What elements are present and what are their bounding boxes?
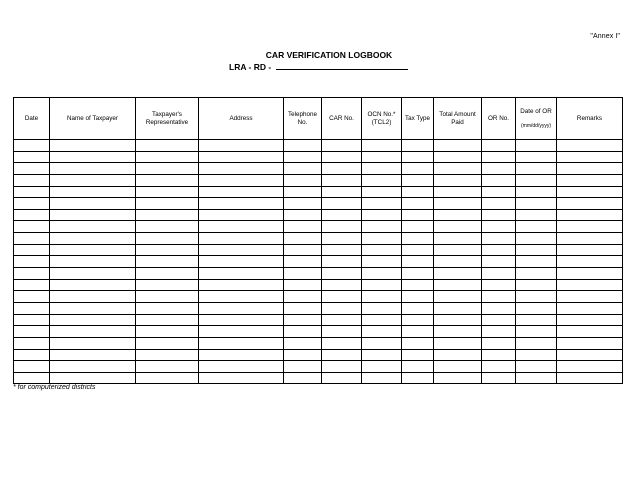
cell-telephone-no[interactable] [284,221,322,233]
cell-ocn-no[interactable] [362,268,402,280]
cell-remarks[interactable] [557,314,623,326]
cell-telephone-no[interactable] [284,163,322,175]
cell-name-of-taxpayer[interactable] [50,174,136,186]
col-header-tax-type: Tax Type [402,98,434,140]
cell-car-no[interactable] [322,291,362,303]
cell-date[interactable] [14,244,50,256]
cell-taxpayers-representative[interactable] [136,209,199,221]
cell-or-no[interactable] [482,256,516,268]
col-header-total-amount-paid: Total Amount Paid [434,98,482,140]
cell-date-of-or[interactable] [516,163,557,175]
cell-name-of-taxpayer[interactable] [50,244,136,256]
cell-taxpayers-representative[interactable] [136,349,199,361]
cell-ocn-no[interactable] [362,314,402,326]
cell-or-no[interactable] [482,209,516,221]
cell-total-amount-paid[interactable] [434,221,482,233]
cell-name-of-taxpayer[interactable] [50,256,136,268]
cell-taxpayers-representative[interactable] [136,256,199,268]
cell-or-no[interactable] [482,174,516,186]
cell-car-no[interactable] [322,349,362,361]
cell-date[interactable] [14,349,50,361]
cell-telephone-no[interactable] [284,209,322,221]
cell-date[interactable] [14,314,50,326]
cell-remarks[interactable] [557,372,623,384]
table-row [14,337,623,349]
table-row [14,140,623,152]
cell-name-of-taxpayer[interactable] [50,268,136,280]
cell-total-amount-paid[interactable] [434,361,482,373]
cell-car-no[interactable] [322,140,362,152]
cell-total-amount-paid[interactable] [434,186,482,198]
cell-address[interactable] [199,349,284,361]
cell-remarks[interactable] [557,279,623,291]
cell-ocn-no[interactable] [362,349,402,361]
cell-date-of-or[interactable] [516,198,557,210]
date-format-hint: (mm/dd/yyyy) [521,122,551,129]
cell-car-no[interactable] [322,151,362,163]
cell-address[interactable] [199,361,284,373]
lra-rd-label: LRA - RD - [229,62,274,72]
cell-date[interactable] [14,372,50,384]
cell-total-amount-paid[interactable] [434,268,482,280]
cell-ocn-no[interactable] [362,302,402,314]
cell-total-amount-paid[interactable] [434,244,482,256]
cell-date[interactable] [14,209,50,221]
cell-or-no[interactable] [482,361,516,373]
cell-remarks[interactable] [557,209,623,221]
table-row [14,268,623,280]
cell-taxpayers-representative[interactable] [136,140,199,152]
cell-tax-type[interactable] [402,186,434,198]
cell-ocn-no[interactable] [362,233,402,245]
cell-date[interactable] [14,151,50,163]
cell-date[interactable] [14,256,50,268]
cell-or-no[interactable] [482,337,516,349]
cell-name-of-taxpayer[interactable] [50,314,136,326]
cell-remarks[interactable] [557,140,623,152]
cell-taxpayers-representative[interactable] [136,268,199,280]
cell-ocn-no[interactable] [362,326,402,338]
cell-car-no[interactable] [322,198,362,210]
cell-telephone-no[interactable] [284,326,322,338]
cell-date[interactable] [14,221,50,233]
table-row [14,186,623,198]
cell-telephone-no[interactable] [284,151,322,163]
cell-name-of-taxpayer[interactable] [50,326,136,338]
cell-taxpayers-representative[interactable] [136,361,199,373]
cell-tax-type[interactable] [402,326,434,338]
cell-name-of-taxpayer[interactable] [50,163,136,175]
col-header-taxpayers-representative: Taxpayer's Representative [136,98,199,140]
cell-name-of-taxpayer[interactable] [50,279,136,291]
cell-name-of-taxpayer[interactable] [50,233,136,245]
table-row [14,198,623,210]
page-title: CAR VERIFICATION LOGBOOK [265,50,393,60]
cell-date-of-or[interactable] [516,221,557,233]
cell-car-no[interactable] [322,268,362,280]
table-row [14,314,623,326]
cell-remarks[interactable] [557,151,623,163]
cell-telephone-no[interactable] [284,302,322,314]
annex-label: "Annex I" [590,33,620,40]
cell-tax-type[interactable] [402,174,434,186]
cell-total-amount-paid[interactable] [434,140,482,152]
cell-total-amount-paid[interactable] [434,198,482,210]
cell-date[interactable] [14,291,50,303]
cell-ocn-no[interactable] [362,244,402,256]
cell-car-no[interactable] [322,279,362,291]
cell-date[interactable] [14,174,50,186]
cell-or-no[interactable] [482,221,516,233]
cell-name-of-taxpayer[interactable] [50,209,136,221]
cell-total-amount-paid[interactable] [434,233,482,245]
cell-remarks[interactable] [557,174,623,186]
cell-tax-type[interactable] [402,209,434,221]
cell-name-of-taxpayer[interactable] [50,140,136,152]
col-header-car-no: CAR No. [322,98,362,140]
cell-remarks[interactable] [557,361,623,373]
cell-total-amount-paid[interactable] [434,209,482,221]
cell-car-no[interactable] [322,186,362,198]
cell-total-amount-paid[interactable] [434,314,482,326]
cell-address[interactable] [199,326,284,338]
cell-tax-type[interactable] [402,279,434,291]
cell-telephone-no[interactable] [284,186,322,198]
cell-address[interactable] [199,209,284,221]
cell-remarks[interactable] [557,337,623,349]
col-header-name-of-taxpayer: Name of Taxpayer [50,98,136,140]
table-row [14,361,623,373]
col-header-address: Address [199,98,284,140]
cell-address[interactable] [199,337,284,349]
table-row [14,209,623,221]
cell-total-amount-paid[interactable] [434,174,482,186]
cell-name-of-taxpayer[interactable] [50,198,136,210]
cell-total-amount-paid[interactable] [434,349,482,361]
cell-date[interactable] [14,337,50,349]
cell-taxpayers-representative[interactable] [136,314,199,326]
cell-total-amount-paid[interactable] [434,326,482,338]
cell-taxpayers-representative[interactable] [136,279,199,291]
cell-date-of-or[interactable] [516,314,557,326]
cell-or-no[interactable] [482,268,516,280]
cell-date-of-or[interactable] [516,337,557,349]
cell-date[interactable] [14,140,50,152]
cell-or-no[interactable] [482,302,516,314]
col-header-date-of-or [516,98,557,140]
cell-ocn-no[interactable] [362,140,402,152]
cell-taxpayers-representative[interactable] [136,151,199,163]
cell-or-no[interactable] [482,326,516,338]
table-row [14,349,623,361]
table-row [14,256,623,268]
cell-telephone-no[interactable] [284,268,322,280]
lra-rd-line [229,62,408,72]
cell-name-of-taxpayer[interactable] [50,302,136,314]
cell-or-no[interactable] [482,198,516,210]
cell-address[interactable] [199,314,284,326]
table-row [14,221,623,233]
cell-taxpayers-representative[interactable] [136,174,199,186]
table-row [14,151,623,163]
cell-ocn-no[interactable] [362,256,402,268]
cell-date[interactable] [14,302,50,314]
cell-or-no[interactable] [482,186,516,198]
cell-remarks[interactable] [557,326,623,338]
cell-telephone-no[interactable] [284,279,322,291]
table-row [14,163,623,175]
cell-car-no[interactable] [322,326,362,338]
cell-ocn-no[interactable] [362,279,402,291]
cell-or-no[interactable] [482,233,516,245]
col-header-telephone-no: Telephone No. [284,98,322,140]
cell-tax-type[interactable] [402,268,434,280]
cell-tax-type[interactable] [402,244,434,256]
col-header-or-no: OR No. [482,98,516,140]
col-header-ocn-no: OCN No.* (TCL2) [362,98,402,140]
cell-taxpayers-representative[interactable] [136,244,199,256]
cell-address[interactable] [199,256,284,268]
cell-remarks[interactable] [557,256,623,268]
cell-or-no[interactable] [482,291,516,303]
cell-ocn-no[interactable] [362,209,402,221]
cell-total-amount-paid[interactable] [434,372,482,384]
cell-address[interactable] [199,291,284,303]
cell-total-amount-paid[interactable] [434,163,482,175]
cell-date[interactable] [14,279,50,291]
cell-address[interactable] [199,174,284,186]
cell-ocn-no[interactable] [362,221,402,233]
cell-ocn-no[interactable] [362,361,402,373]
cell-telephone-no[interactable] [284,198,322,210]
cell-remarks[interactable] [557,186,623,198]
cell-car-no[interactable] [322,337,362,349]
cell-ocn-no[interactable] [362,291,402,303]
cell-or-no[interactable] [482,372,516,384]
col-header-remarks: Remarks [557,98,623,140]
cell-car-no[interactable] [322,209,362,221]
cell-name-of-taxpayer[interactable] [50,151,136,163]
cell-date[interactable] [14,361,50,373]
cell-total-amount-paid[interactable] [434,151,482,163]
cell-remarks[interactable] [557,291,623,303]
cell-date-of-or[interactable] [516,372,557,384]
cell-date-of-or[interactable] [516,291,557,303]
cell-date-of-or[interactable] [516,302,557,314]
cell-address[interactable] [199,163,284,175]
cell-ocn-no[interactable] [362,186,402,198]
cell-car-no[interactable] [322,314,362,326]
cell-address[interactable] [199,198,284,210]
cell-ocn-no[interactable] [362,163,402,175]
cell-total-amount-paid[interactable] [434,337,482,349]
cell-taxpayers-representative[interactable] [136,326,199,338]
cell-name-of-taxpayer[interactable] [50,361,136,373]
cell-address[interactable] [199,268,284,280]
cell-taxpayers-representative[interactable] [136,221,199,233]
cell-remarks[interactable] [557,233,623,245]
table-row [14,326,623,338]
date-of-or-label: Date of OR [520,107,552,115]
cell-tax-type[interactable] [402,140,434,152]
table-row [14,279,623,291]
cell-total-amount-paid[interactable] [434,291,482,303]
cell-tax-type[interactable] [402,151,434,163]
cell-car-no[interactable] [322,221,362,233]
cell-remarks[interactable] [557,163,623,175]
cell-date[interactable] [14,186,50,198]
lra-rd-blank-line [276,62,408,70]
cell-taxpayers-representative[interactable] [136,186,199,198]
cell-address[interactable] [199,186,284,198]
cell-or-no[interactable] [482,314,516,326]
cell-date-of-or[interactable] [516,279,557,291]
cell-remarks[interactable] [557,244,623,256]
cell-telephone-no[interactable] [284,349,322,361]
cell-total-amount-paid[interactable] [434,302,482,314]
footnote: * for computerized districts [13,384,96,391]
cell-telephone-no[interactable] [284,140,322,152]
cell-remarks[interactable] [557,198,623,210]
cell-address[interactable] [199,233,284,245]
cell-address[interactable] [199,302,284,314]
cell-taxpayers-representative[interactable] [136,372,199,384]
cell-remarks[interactable] [557,302,623,314]
cell-name-of-taxpayer[interactable] [50,291,136,303]
cell-tax-type[interactable] [402,221,434,233]
cell-tax-type[interactable] [402,233,434,245]
cell-car-no[interactable] [322,361,362,373]
cell-tax-type[interactable] [402,361,434,373]
cell-tax-type[interactable] [402,337,434,349]
cell-telephone-no[interactable] [284,174,322,186]
cell-car-no[interactable] [322,244,362,256]
cell-date[interactable] [14,268,50,280]
cell-taxpayers-representative[interactable] [136,337,199,349]
cell-name-of-taxpayer[interactable] [50,221,136,233]
table-row [14,174,623,186]
cell-or-no[interactable] [482,163,516,175]
cell-date-of-or[interactable] [516,209,557,221]
cell-car-no[interactable] [322,302,362,314]
cell-taxpayers-representative[interactable] [136,291,199,303]
cell-address[interactable] [199,244,284,256]
cell-tax-type[interactable] [402,163,434,175]
cell-or-no[interactable] [482,349,516,361]
cell-car-no[interactable] [322,233,362,245]
cell-taxpayers-representative[interactable] [136,198,199,210]
col-header-date: Date [14,98,50,140]
table-row [14,233,623,245]
cell-ocn-no[interactable] [362,372,402,384]
cell-taxpayers-representative[interactable] [136,302,199,314]
cell-car-no[interactable] [322,174,362,186]
cell-date-of-or[interactable] [516,349,557,361]
cell-or-no[interactable] [482,244,516,256]
cell-ocn-no[interactable] [362,337,402,349]
cell-name-of-taxpayer[interactable] [50,372,136,384]
cell-ocn-no[interactable] [362,174,402,186]
cell-tax-type[interactable] [402,372,434,384]
cell-remarks[interactable] [557,268,623,280]
cell-taxpayers-representative[interactable] [136,163,199,175]
cell-date-of-or[interactable] [516,361,557,373]
cell-or-no[interactable] [482,279,516,291]
logbook-table [13,97,623,384]
cell-remarks[interactable] [557,349,623,361]
cell-ocn-no[interactable] [362,198,402,210]
cell-car-no[interactable] [322,372,362,384]
table-row [14,372,623,384]
cell-date-of-or[interactable] [516,244,557,256]
cell-telephone-no[interactable] [284,361,322,373]
logbook-body [14,140,623,384]
cell-telephone-no[interactable] [284,337,322,349]
cell-tax-type[interactable] [402,291,434,303]
cell-remarks[interactable] [557,221,623,233]
cell-name-of-taxpayer[interactable] [50,186,136,198]
cell-address[interactable] [199,140,284,152]
table-row [14,302,623,314]
cell-date-of-or[interactable] [516,140,557,152]
cell-date-of-or[interactable] [516,268,557,280]
cell-address[interactable] [199,151,284,163]
cell-tax-type[interactable] [402,302,434,314]
table-header-row [14,98,623,140]
cell-date-of-or[interactable] [516,151,557,163]
cell-date-of-or[interactable] [516,256,557,268]
cell-tax-type[interactable] [402,256,434,268]
cell-address[interactable] [199,279,284,291]
cell-tax-type[interactable] [402,198,434,210]
cell-date-of-or[interactable] [516,174,557,186]
cell-telephone-no[interactable] [284,256,322,268]
cell-date[interactable] [14,163,50,175]
cell-ocn-no[interactable] [362,151,402,163]
cell-name-of-taxpayer[interactable] [50,349,136,361]
cell-telephone-no[interactable] [284,314,322,326]
table-row [14,291,623,303]
cell-date-of-or[interactable] [516,233,557,245]
cell-tax-type[interactable] [402,349,434,361]
cell-date[interactable] [14,326,50,338]
cell-or-no[interactable] [482,140,516,152]
cell-address[interactable] [199,221,284,233]
cell-telephone-no[interactable] [284,372,322,384]
cell-telephone-no[interactable] [284,291,322,303]
cell-name-of-taxpayer[interactable] [50,337,136,349]
cell-taxpayers-representative[interactable] [136,233,199,245]
table-row [14,244,623,256]
cell-or-no[interactable] [482,151,516,163]
cell-date[interactable] [14,198,50,210]
cell-address[interactable] [199,372,284,384]
cell-telephone-no[interactable] [284,233,322,245]
cell-date-of-or[interactable] [516,186,557,198]
cell-telephone-no[interactable] [284,244,322,256]
cell-car-no[interactable] [322,256,362,268]
cell-total-amount-paid[interactable] [434,279,482,291]
cell-tax-type[interactable] [402,314,434,326]
cell-date[interactable] [14,233,50,245]
cell-total-amount-paid[interactable] [434,256,482,268]
cell-date-of-or[interactable] [516,326,557,338]
cell-car-no[interactable] [322,163,362,175]
